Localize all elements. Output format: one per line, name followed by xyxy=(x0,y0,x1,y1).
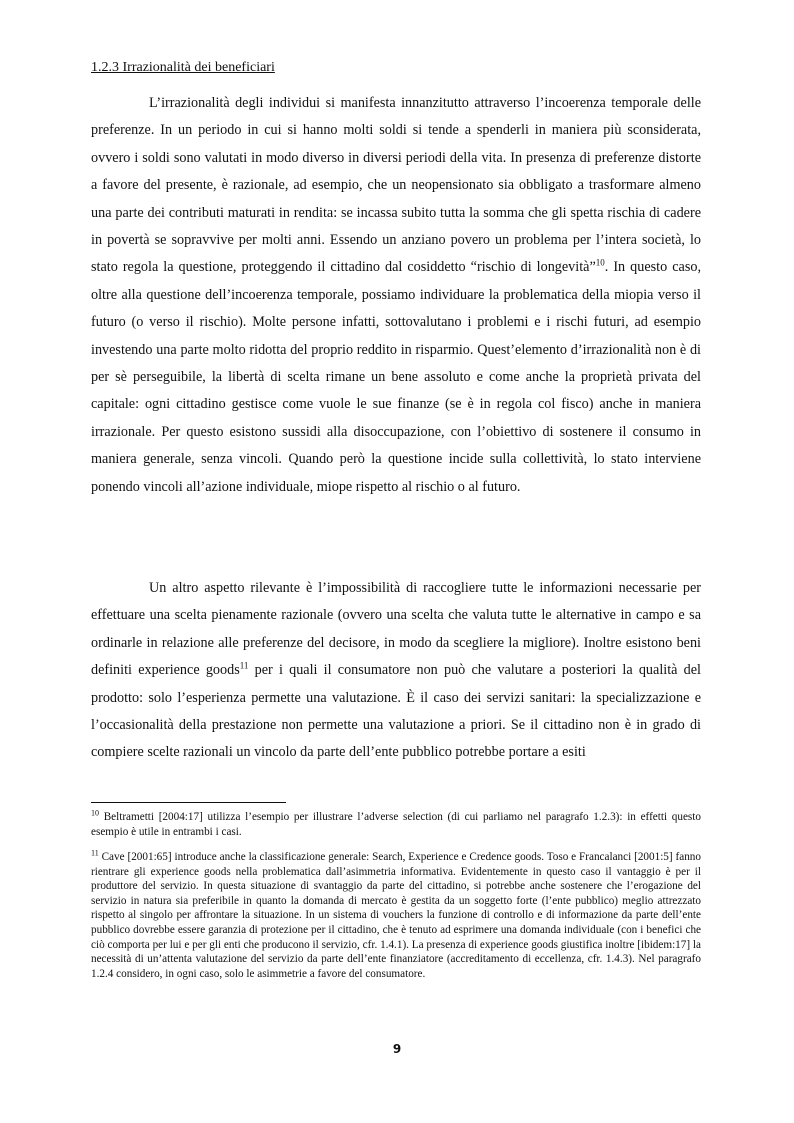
section-heading: 1.2.3 Irrazionalità dei beneficiari xyxy=(91,60,275,75)
footnote-reference[interactable]: 11 xyxy=(239,660,249,671)
paragraph-text: . In questo caso, oltre alla questione dell’incoerenza temporale, possiamo individuare la problematica della miopia verso il futuro (o verso il rischio). Molte persone infatti, sottovalutano i problemi e i rischi futuri, ad esempio investendo una parte molto ridotta del proprio reddito in risparmio. Quest’elemento d’irrazionalità non è di per sè perseguibile, la libertà di scelta rimane un bene assoluto e come anche la proprietà privata del capitale: ogni cittadino gestisce come vuole le sue finanze (se è in regola col fisco) anche in maniera irrazionale. Per questo esistono sussidi alla disoccupazione, con l’obiettivo di sostenere il consumo in maniera generale, senza vincoli. Quando però la questione incide sulla collettività, lo stato interviene ponendo vincoli all’azione individuale, miope rispetto al rischio o al futuro. xyxy=(91,259,701,495)
footnote-reference[interactable]: 10 xyxy=(595,257,605,268)
paragraph-text: L’irrazionalità degli individui si manifesta innanzitutto attraverso l’incoerenza temporale delle preferenze. In un periodo in cui si hanno molti soldi si tende a spenderli in maniera più sconsiderata, ovvero i soldi sono valutati in modo diverso in diversi periodi della vita. In presenza di preferenze distorte a favore del presente, è razionale, ad esempio, che un neopensionato sia obbligato a trasformare almeno una parte dei contributi maturati in rendita: se incassa subito tutta la somma che gli spetta rischia di cadere in povertà se sopravvive per molti anni. Essendo un anziano povero un problema per l’intera società, lo stato regola la questione, proteggendo il cittadino dal cosiddetto “rischio di longevità” xyxy=(91,95,701,276)
footnote-separator xyxy=(91,802,286,803)
footnote-text: Cave [2001:65] introduce anche la classificazione generale: Search, Experience e Credence goods. Toso e Francalanci [2001:5] fanno rientrare gli experience goods nella problematica dall’asimmetria informativa. Evidentemente in questo caso il vantaggio è per il produttore del servizio. In questa situazione di svantaggio da parte del cittadino, si potrebbe anche sostenere che l’erogazione del servizio in natura sia preferibile in quanto la domanda di mercato è gestita da un soggetto forte (l’ente pubblico) meglio attrezzato rispetto al singolo per affrontare la situazione. In un sistema di vouchers la funzione di controllo e di informazione da parte dell’ente pubblico dovrebbe essere garanzia di protezione per il cittadino, che è tenuto ad esprimere una domanda individuale (con i benefici che ciò comporta per lui e per gli enti che producono il servizio, cfr. 1.4.1). La presenza di experience goods giustifica inoltre [ibidem:17] la necessità di un’attenta valutazione del servizio da parte dell’ente finanziatore (accreditamento di eccellenza, cfr. 1.4.3). Nel paragrafo 1.2.4 considero, in ogni caso, solo le asimmetrie a favore del consumatore. xyxy=(91,851,701,980)
body-paragraph xyxy=(91,90,701,501)
footnote-number: 11 xyxy=(91,848,99,858)
footnote-text: Beltrametti [2004:17] utilizza l’esempio per illustrare l’adverse selection (di cui parliamo nel paragrafo 1.2.3): in effetti questo esempio è utile in entrambi i casi. xyxy=(91,811,701,838)
footnote xyxy=(91,810,701,839)
paragraph-text: per i quali il consumatore non può che valutare a posteriori la qualità del prodotto: solo l’esperienza permette una valutazione. È il caso dei servizi sanitari: la specializzazione e l’occasionalità della prestazione non permette una valutazione a priori. Se il cittadino non è in grado di compiere scelte razionali un vincolo da parte dell’ente pubblico potrebbe portare a esiti xyxy=(91,662,701,761)
body-paragraph xyxy=(91,575,701,767)
footnote xyxy=(91,850,701,981)
page-number: 9 xyxy=(392,1042,402,1056)
footnote-number: 10 xyxy=(91,808,99,818)
paragraph-text: Un altro aspetto rilevante è l’impossibilità di raccogliere tutte le informazioni necessarie per effettuare una scelta pienamente razionale (ovvero una scelta che valuta tutte le alternative in campo e sa ordinarle in relazione alle preferenze del decisore, in modo da scegliere la migliore). Inoltre esistono beni definiti experience goods xyxy=(91,580,701,679)
